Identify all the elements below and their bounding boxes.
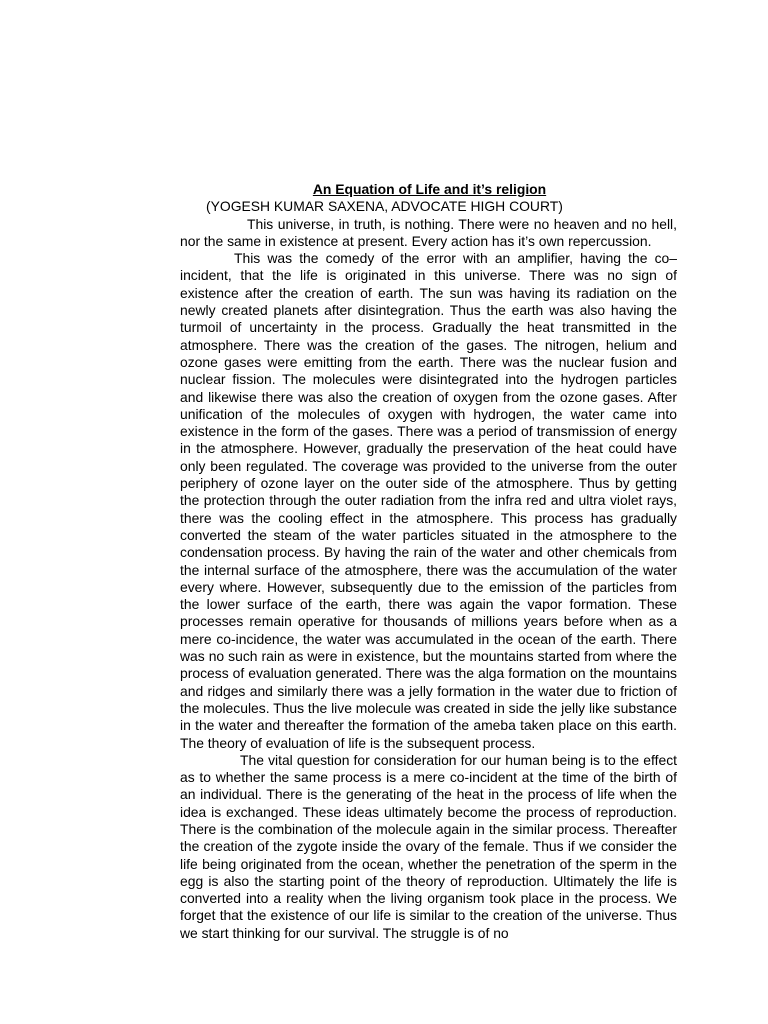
document-page	[180, 181, 677, 942]
paragraph-creation-of-life: This was the comedy of the error with an amplifier, having the co–incident, that the life is originated in this universe. There was no sign of existence after the creation of earth. The sun was having its radiation on the newly created planets after disintegration. Thus the earth was also having the turmoil of uncertainty in the process. Gradually the heat transmitted in the atmosphere. There was the creation of the gases. The nitrogen, helium and ozone gases were emitting from the earth. There was the nuclear fusion and nuclear fission. The molecules were disintegrated into the hydrogen particles and likewise there was also the creation of oxygen from the ozone gases. After unification of the molecules of oxygen with hydrogen, the water came into existence in the form of the gases. There was a period of transmission of energy in the atmosphere. However, gradually the preservation of the heat could have only been regulated. The coverage was provided to the universe from the outer periphery of ozone layer on the outer side of the atmosphere. Thus by getting the protection through the outer radiation from the infra red and ultra violet rays, there was the cooling effect in the atmosphere. This process has gradually converted the steam of the water particles situated in the atmosphere to the condensation process. By having the rain of the water and other chemicals from the internal surface of the atmosphere, there was the accumulation of the water every where. However, subsequently due to the emission of the particles from the lower surface of the earth, there was again the vapor formation. These processes remain operative for thousands of millions years before when as a mere co-incidence, the water was accumulated in the ocean of the earth. There was no such rain as were in existence, but the mountains started from where the process of evaluation generated. There was the alga formation on the mountains and ridges and similarly there was a jelly formation in the water due to friction of the molecules. Thus the live molecule was created in side the jelly like substance in the water and thereafter the formation of the ameba taken place on this earth. The theory of evaluation of life is the subsequent process.	[180, 250, 677, 751]
paragraph-vital-question: The vital question for consideration for our human being is to the effect as to whether the same process is a mere co-incident at the time of the birth of an individual. There is the generating of the heat in the process of life when the idea is exchanged. These ideas ultimately become the process of reproduction. There is the combination of the molecule again in the similar process. Thereafter the creation of the zygote inside the ovary of the female. Thus if we consider the life being originated from the ocean, whether the penetration of the sperm in the egg is also the starting point of the theory of reproduction. Ultimately the life is converted into a reality when the living organism took place in the process. We forget that the existence of our life is similar to the creation of the universe. Thus we start thinking for our survival. The struggle is of no	[180, 751, 677, 941]
document-title: An Equation of Life and it’s religion	[312, 181, 547, 197]
paragraph-universe: This universe, in truth, is nothing. There were no heaven and no hell, nor the same in existence at present. Every action has it’s own repercussion.	[180, 215, 677, 249]
document-byline: (YOGESH KUMAR SAXENA, ADVOCATE HIGH COURT)	[206, 198, 563, 215]
